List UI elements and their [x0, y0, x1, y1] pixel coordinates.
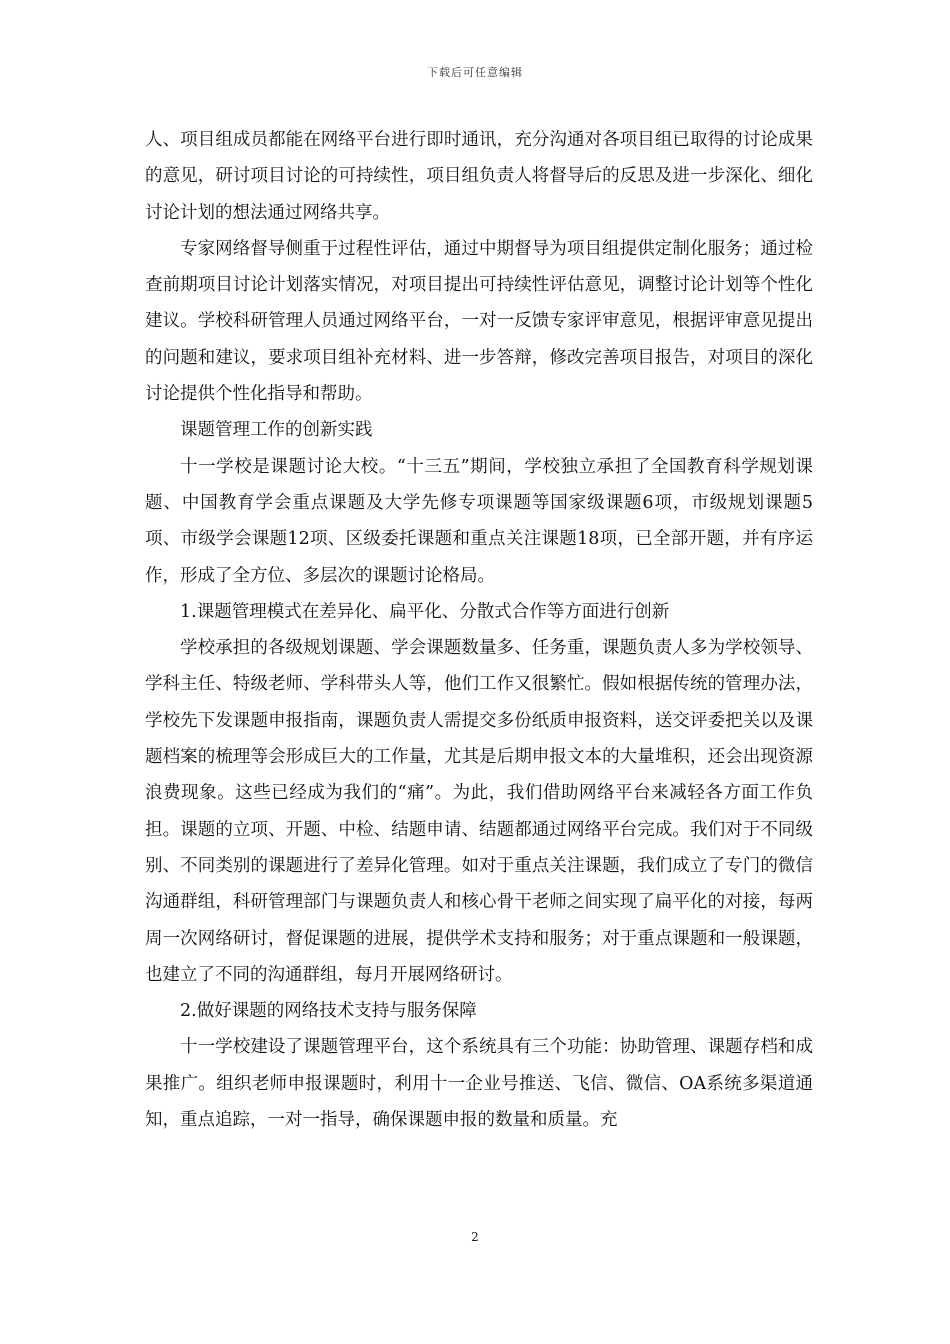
- subsection-heading: 2.做好课题的网络技术支持与服务保障: [180, 1001, 477, 1022]
- page-header: 下载后可任意编辑: [427, 66, 523, 79]
- paragraph: 十一学校建设了课题管理平台，这个系统具有三个功能：协助管理、课题存档和成果推广。组织老师申报课题时，利用十一企业号推送、飞信、微信、OA系统多渠道通知，重点追踪，一对一指导，确保课题申报的数量和质量。充: [145, 1037, 813, 1131]
- paragraph: 十一学校是课题讨论大校。“十三五”期间，学校独立承担了全国教育科学规划课题、中国教育学会重点课题及大学先修专项课题等国家级课题6项，市级规划课题5项、市级学会课题12项、区级委托课题和重点关注课题18项，已全部开题，并有序运作，形成了全方位、多层次的课题讨论格局。: [145, 456, 813, 586]
- paragraph: 学校承担的各级规划课题、学会课题数量多、任务重，课题负责人多为学校领导、学科主任、特级老师、学科带头人等，他们工作又很繁忙。假如根据传统的管理办法，学校先下发课题申报指南，课题负责人需提交多份纸质申报资料，送交评委把关以及课题档案的梳理等会形成巨大的工作量，尤其是后期申报文本的大量堆积，还会出现资源浪费现象。这些已经成为我们的“痛”。为此，我们借助网络平台来减轻各方面工作负担。课题的立项、开题、中检、结题申请、结题都通过网络平台完成。我们对于不同级别、不同类别的课题进行了差异化管理。如对于重点关注课题，我们成立了专门的微信沟通群组，科研管理部门与课题负责人和核心骨干老师之间实现了扁平化的对接，每两周一次网络研讨，督促课题的进展，提供学术支持和服务；对于重点课题和一般课题，也建立了不同的沟通群组，每月开展网络研讨。: [145, 638, 813, 985]
- paragraph: 专家网络督导侧重于过程性评估，通过中期督导为项目组提供定制化服务；通过检查前期项目讨论计划落实情况，对项目提出可持续性评估意见，调整讨论计划等个性化建议。学校科研管理人员通过网络平台，一对一反馈专家评审意见，根据评审意见提出的问题和建议，要求项目组补充材料、进一步答辩，修改完善项目报告，对项目的深化讨论提供个性化指导和帮助。: [145, 238, 813, 405]
- paragraph: 人、项目组成员都能在网络平台进行即时通讯，充分沟通对各项目组已取得的讨论成果的意见，研讨项目讨论的可持续性，项目组负责人将督导后的反思及进一步深化、细化讨论计划的想法通过网络共享。: [145, 130, 813, 223]
- section-heading: 课题管理工作的创新实践: [180, 420, 373, 441]
- page-number: 2: [471, 1230, 479, 1244]
- document-body: [145, 122, 813, 1138]
- subsection-heading: 1.课题管理模式在差异化、扁平化、分散式合作等方面进行创新: [180, 601, 670, 622]
